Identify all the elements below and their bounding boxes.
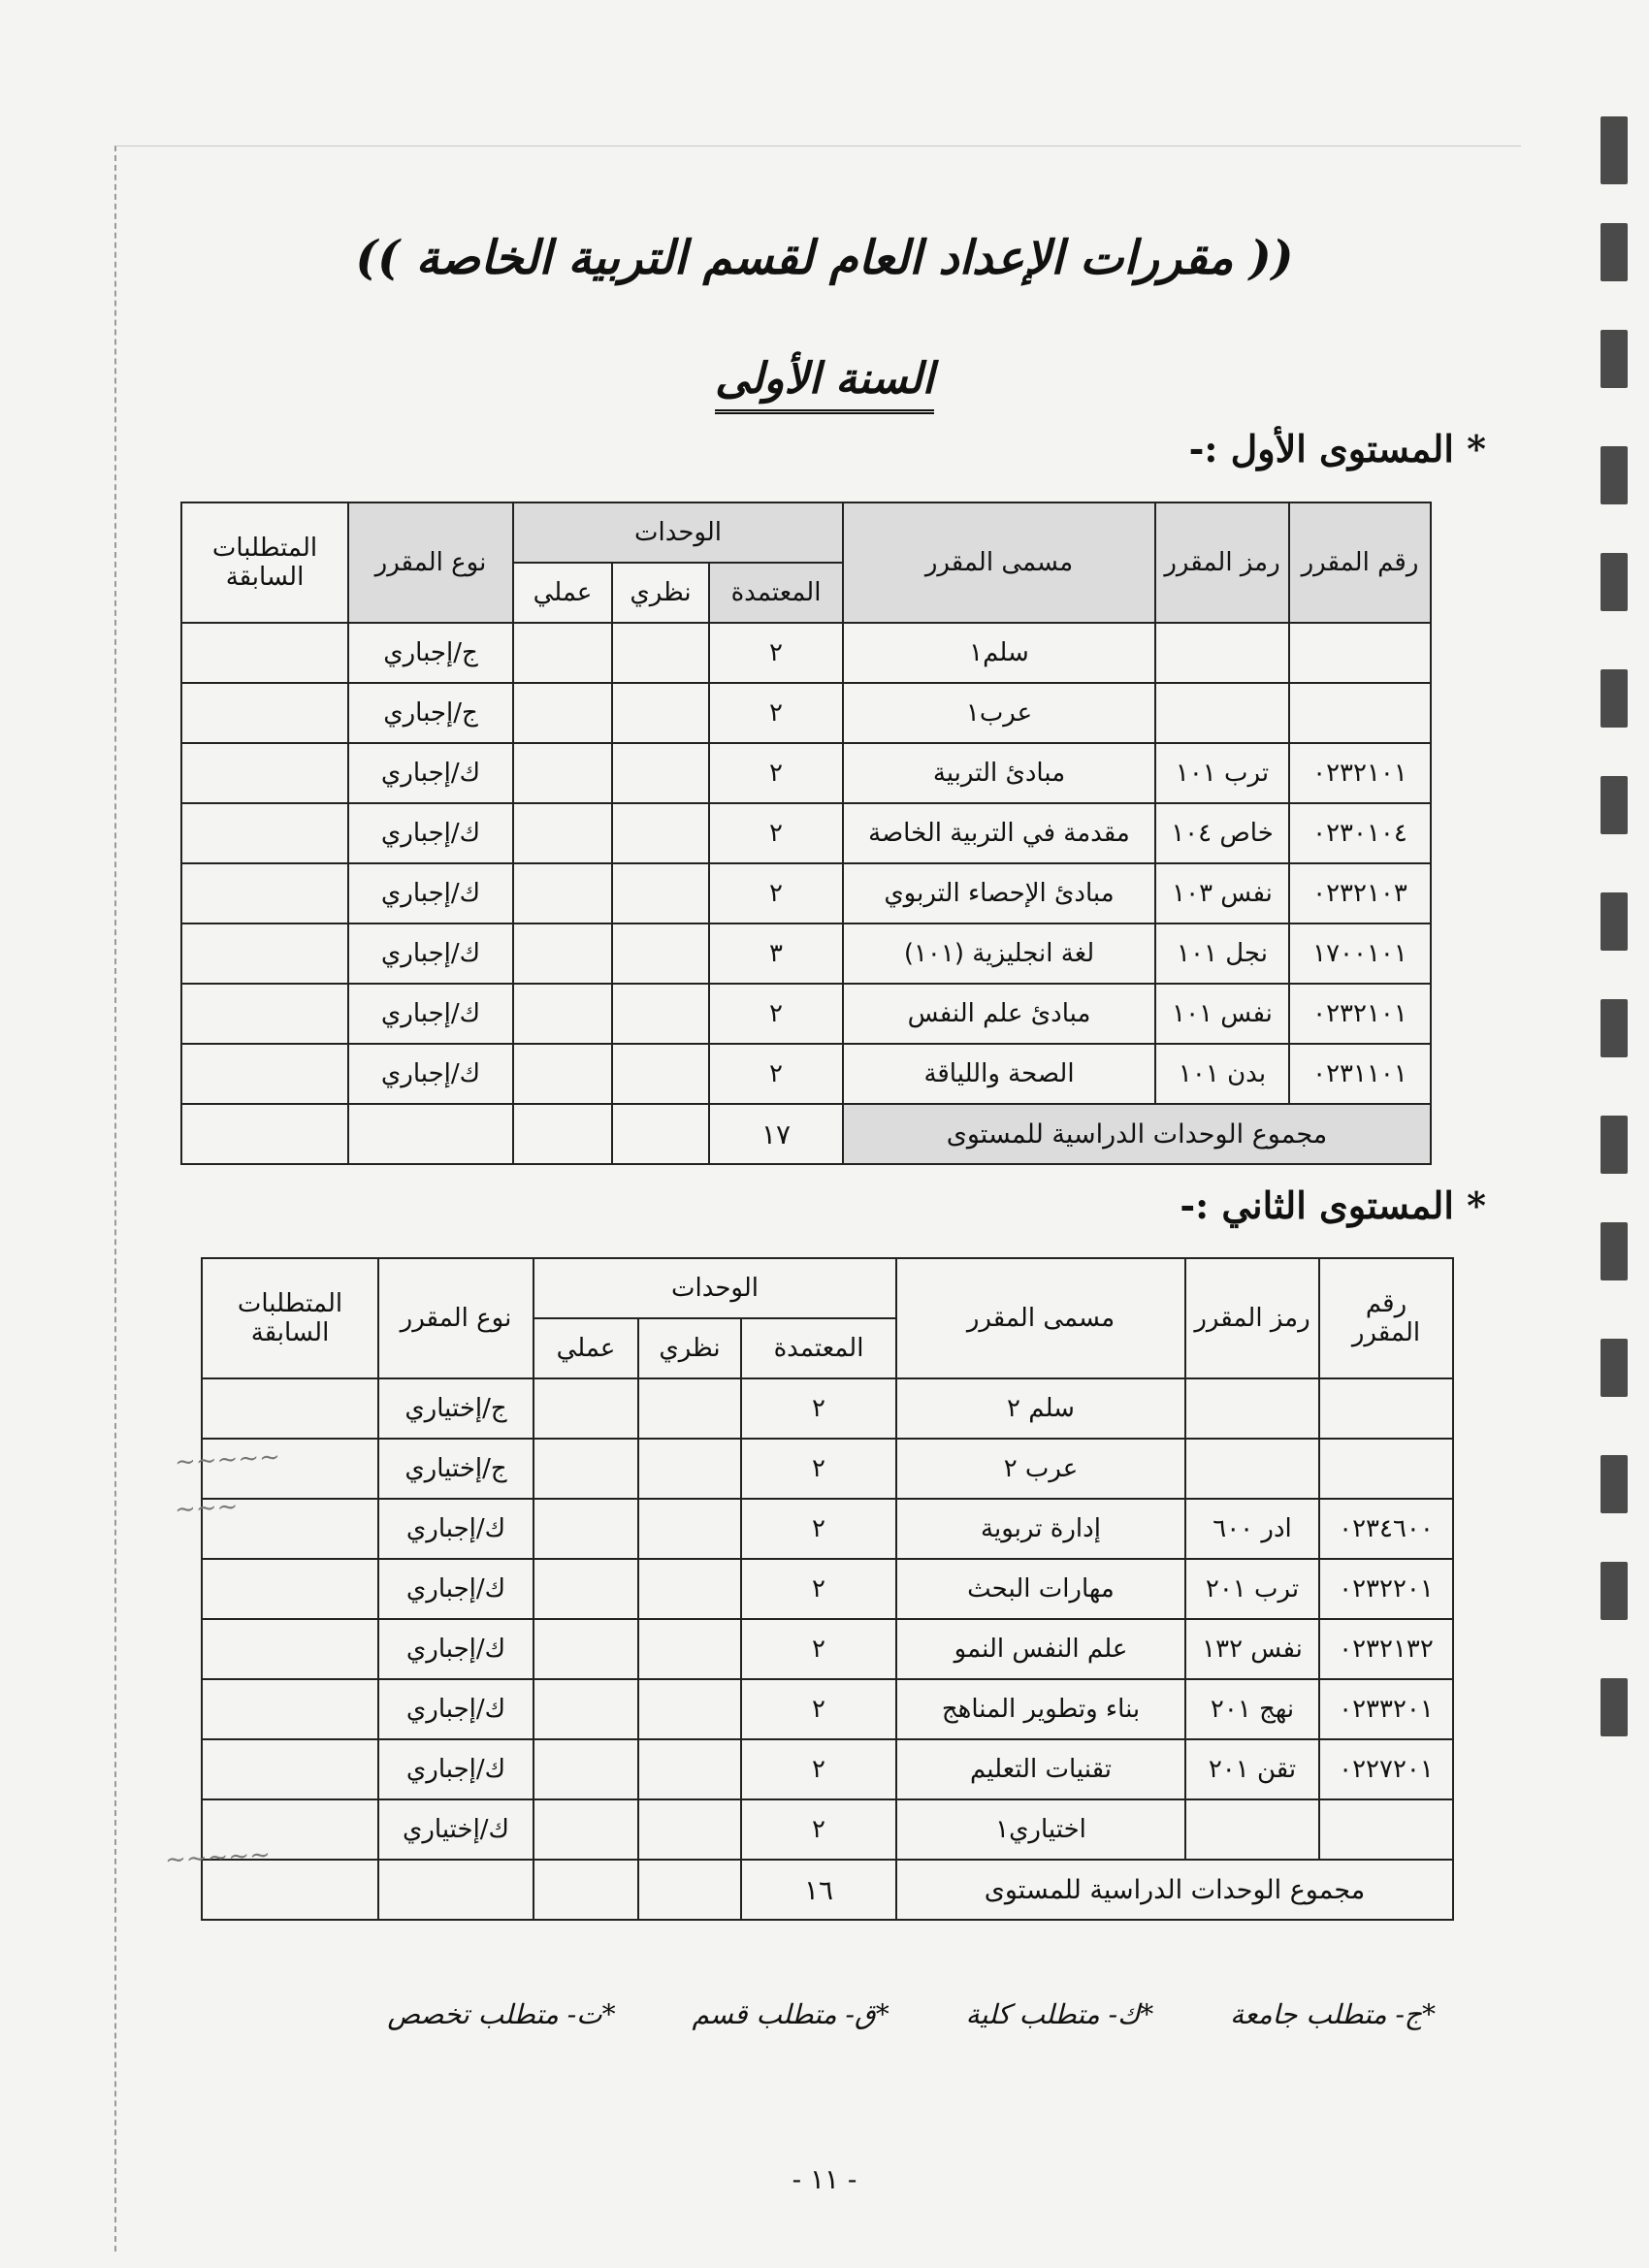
header-type: نوع المقرر bbox=[378, 1258, 534, 1378]
table-row: ١٧٠٠١٠١ نجل ١٠١ لغة انجليزية (١٠١) ٣ ك/إجباري bbox=[181, 923, 1431, 984]
header-practical: عملي bbox=[513, 563, 612, 623]
level1-table bbox=[180, 502, 1432, 1165]
legend-item: *ج- متطلب جامعة bbox=[1230, 1998, 1436, 2030]
header-course-no: رقم المقرر bbox=[1289, 502, 1431, 623]
table-row: ٠٢٣١١٠١ بدن ١٠١ الصحة واللياقة ٢ ك/إجباري bbox=[181, 1044, 1431, 1104]
header-credit: المعتمدة bbox=[741, 1318, 896, 1378]
header-units: الوحدات bbox=[513, 502, 843, 563]
table-row: سلم ٢ ٢ ج/إختياري bbox=[202, 1378, 1453, 1439]
legend-item: *ق- متطلب قسم bbox=[692, 1998, 889, 2030]
total-row bbox=[202, 1860, 1453, 1920]
handwritten-scribble: ~~~~~ bbox=[174, 1442, 281, 1477]
page-number: - ١١ - bbox=[792, 2163, 857, 2195]
table-row: ٠٢٢٧٢٠١ تقن ٢٠١ تقنيات التعليم ٢ ك/إجباري bbox=[202, 1739, 1453, 1799]
legend-item: *ك- متطلب كلية bbox=[965, 1998, 1154, 2030]
header-theory: نظري bbox=[638, 1318, 741, 1378]
total-value: ١٦ bbox=[741, 1860, 896, 1920]
document-title: (( مقررات الإعداد العام لقسم التربية الخاصة )) bbox=[355, 231, 1294, 285]
handwritten-scribble: ~~~ bbox=[174, 1492, 240, 1525]
header-prereq: المتطلبات السابقة bbox=[202, 1258, 378, 1378]
total-label: مجموع الوحدات الدراسية للمستوى bbox=[843, 1104, 1431, 1164]
header-theory: نظري bbox=[612, 563, 709, 623]
header-course-name: مسمى المقرر bbox=[843, 502, 1155, 623]
header-prereq: المتطلبات السابقة bbox=[181, 502, 348, 623]
header-course-code: رمز المقرر bbox=[1185, 1258, 1319, 1378]
table-row: ٠٢٣٢١٠٣ نفس ١٠٣ مبادئ الإحصاء التربوي ٢ ك/إجباري bbox=[181, 863, 1431, 923]
legend bbox=[319, 1998, 1436, 2030]
total-row bbox=[181, 1104, 1431, 1164]
header-course-name: مسمى المقرر bbox=[896, 1258, 1185, 1378]
level2-table bbox=[201, 1257, 1454, 1921]
handwritten-scribble: ~~~~~ bbox=[164, 1840, 272, 1875]
header-course-code: رمز المقرر bbox=[1155, 502, 1289, 623]
table-row: ٠٢٣٠١٠٤ خاص ١٠٤ مقدمة في التربية الخاصة ٢ ك/إجباري bbox=[181, 803, 1431, 863]
table-row: ٠٢٣٣٢٠١ نهج ٢٠١ بناء وتطوير المناهج ٢ ك/إجباري bbox=[202, 1679, 1453, 1739]
header-units: الوحدات bbox=[534, 1258, 896, 1318]
header-credit: المعتمدة bbox=[709, 563, 843, 623]
table-row: سلم١ ٢ ج/إجباري bbox=[181, 623, 1431, 683]
header-course-no: رقم المقرر bbox=[1319, 1258, 1453, 1378]
level2-heading: * المستوى الثاني :- bbox=[1180, 1183, 1486, 1227]
table-row: ٠٢٣٤٦٠٠ ادر ٦٠٠ إدارة تربوية ٢ ك/إجباري bbox=[202, 1499, 1453, 1559]
year-heading-text: السنة الأولى bbox=[715, 354, 934, 414]
year-heading bbox=[0, 354, 1649, 404]
binder-holes bbox=[1600, 0, 1649, 2268]
table-row: عرب١ ٢ ج/إجباري bbox=[181, 683, 1431, 743]
total-label: مجموع الوحدات الدراسية للمستوى bbox=[896, 1860, 1453, 1920]
table-row: ٠٢٣٢١٠١ ترب ١٠١ مبادئ التربية ٢ ك/إجباري bbox=[181, 743, 1431, 803]
header-type: نوع المقرر bbox=[348, 502, 513, 623]
total-value: ١٧ bbox=[709, 1104, 843, 1164]
table-row: ٠٢٣٢١٠١ نفس ١٠١ مبادئ علم النفس ٢ ك/إجباري bbox=[181, 984, 1431, 1044]
table-row: اختياري١ ٢ ك/إختياري bbox=[202, 1799, 1453, 1860]
table-row: عرب ٢ ٢ ج/إختياري bbox=[202, 1439, 1453, 1499]
level1-heading: * المستوى الأول :- bbox=[1188, 427, 1486, 470]
legend-item: *ت- متطلب تخصص bbox=[387, 1998, 616, 2030]
header-practical: عملي bbox=[534, 1318, 638, 1378]
table-row: ٠٢٣٢١٣٢ نفس ١٣٢ علم النفس النمو ٢ ك/إجباري bbox=[202, 1619, 1453, 1679]
table-row: ٠٢٣٢٢٠١ ترب ٢٠١ مهارات البحث ٢ ك/إجباري bbox=[202, 1559, 1453, 1619]
